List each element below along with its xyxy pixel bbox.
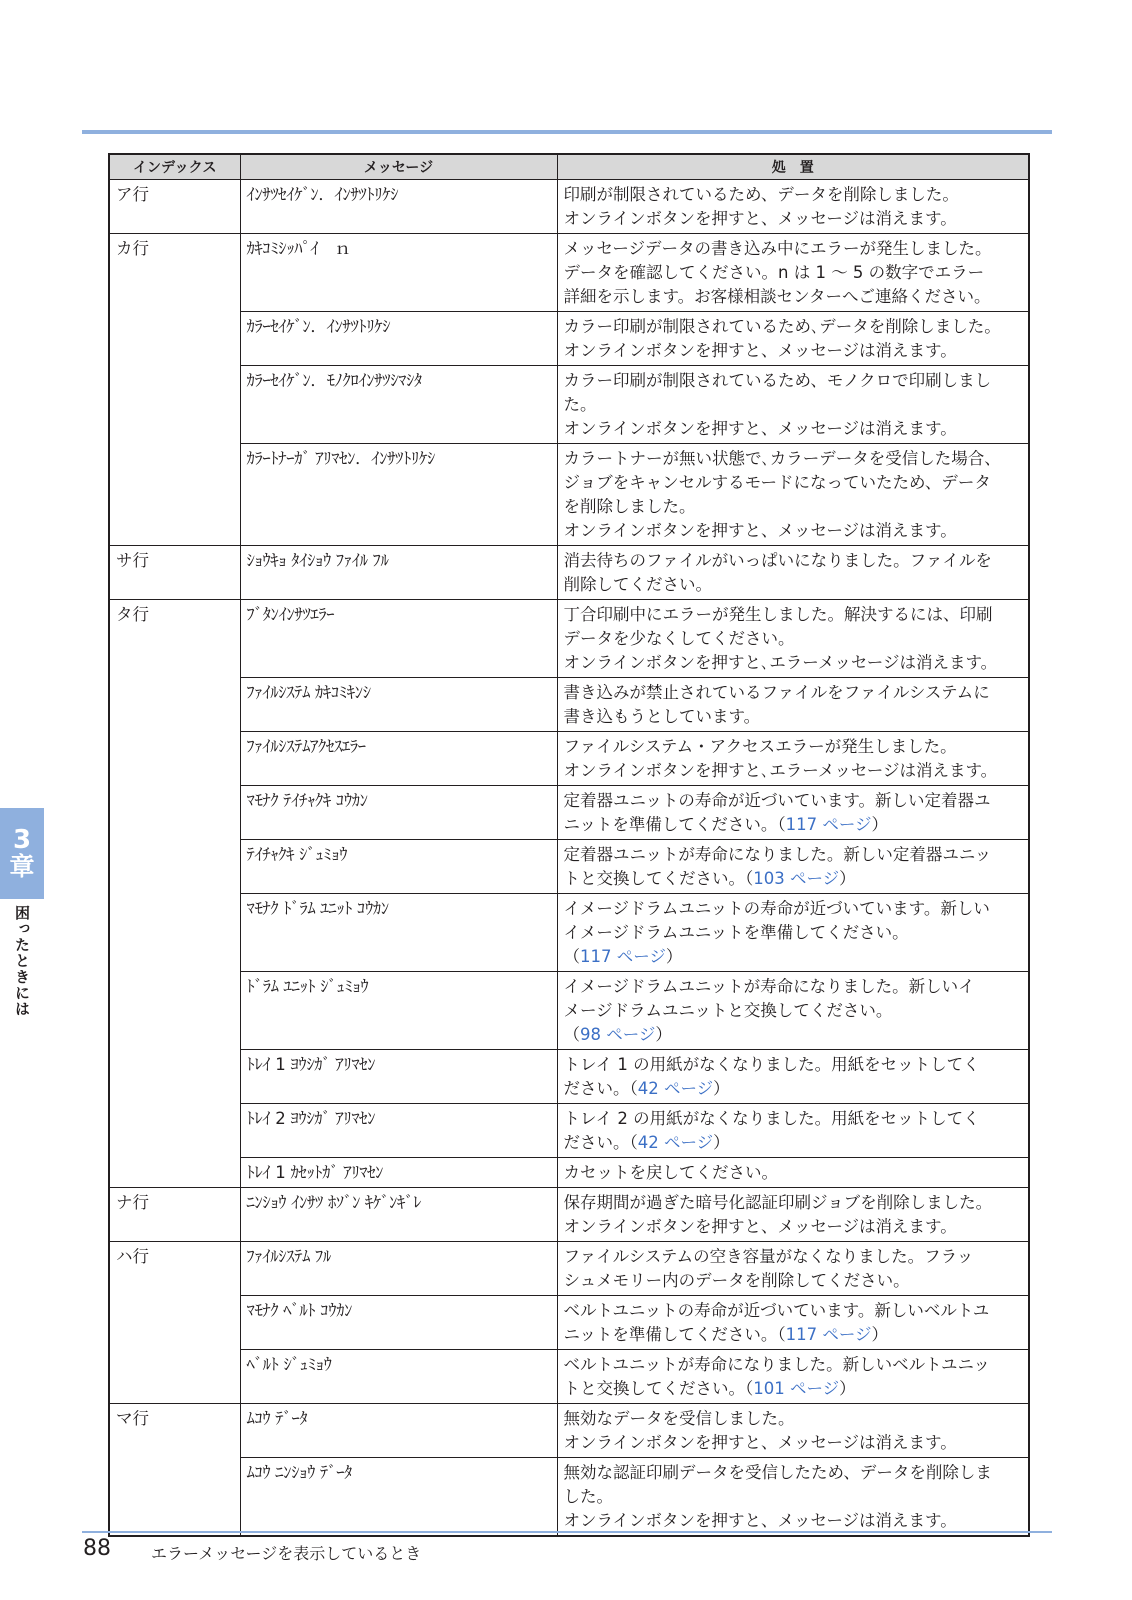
table-row [109, 1296, 1029, 1350]
table-row [109, 600, 1029, 678]
action-cell [557, 732, 1029, 786]
page-reference-link[interactable]: 117 ページ [785, 1325, 872, 1344]
index-cell: タ行 [109, 600, 240, 1188]
action-line: オンラインボタンを押すと、メッセージは消えます。 [563, 521, 957, 540]
action-line: ジョブをキャンセルするモードになっていたため、データ [563, 473, 991, 492]
message-cell: ﾄﾚｲ 1 ｶｾｯﾄｶﾞ ｱﾘﾏｾﾝ [240, 1158, 557, 1188]
page-reference-link[interactable]: 101 ページ [753, 1379, 840, 1398]
message-cell: ﾄﾚｲ 1 ﾖｳｼｶﾞ ｱﾘﾏｾﾝ [240, 1050, 557, 1104]
message-cell: ﾍﾞﾙﾄ ｼﾞｭﾐｮｳ [240, 1350, 557, 1404]
action-cell [557, 546, 1029, 600]
table-row [109, 1458, 1029, 1537]
action-line: （98 ページ） [563, 1025, 672, 1044]
index-cell: ハ行 [109, 1242, 240, 1404]
message-cell: ﾄﾞﾗﾑ ﾕﾆｯﾄ ｼﾞｭﾐｮｳ [240, 972, 557, 1050]
error-message-table [108, 153, 1030, 1537]
message-cell: ｶﾗｰｾｲｹﾞﾝ．ｲﾝｻﾂﾄﾘｹｼ [240, 312, 557, 366]
action-cell [557, 1188, 1029, 1242]
message-cell: ﾑｺｳ ﾃﾞｰﾀ [240, 1404, 557, 1458]
message-cell: ｶｷｺﾐｼｯﾊﾟｲ ｎ [240, 234, 557, 312]
footer-section-title: エラーメッセージを表示しているとき [151, 1544, 422, 1563]
table-row [109, 678, 1029, 732]
table-row [109, 972, 1029, 1050]
action-line: た。 [563, 395, 597, 414]
table-row [109, 312, 1029, 366]
action-line: イメージドラムユニットの寿命が近づいています。新しい [563, 899, 990, 918]
action-line: 無効な認証印刷データを受信したため、データを削除しま [563, 1463, 992, 1482]
action-line: 印刷が制限されているため、データを削除しました。 [563, 185, 959, 204]
action-line: メッセージデータの書き込み中にエラーが発生しました。 [563, 239, 992, 258]
action-line: カセットを戻してください。 [563, 1163, 778, 1182]
action-line: イメージドラムユニットを準備してください。 [563, 923, 909, 942]
action-line: 定着器ユニットが寿命になりました。新しい定着器ユニッ [563, 845, 992, 864]
message-cell: ﾌｧｲﾙｼｽﾃﾑ ｶｷｺﾐｷﾝｼ [240, 678, 557, 732]
action-cell [557, 1296, 1029, 1350]
table-row [109, 366, 1029, 444]
action-line: データを確認してください。n は 1 〜 5 の数字でエラー [563, 263, 985, 282]
table-header-row [109, 154, 1029, 180]
action-line: ニットを準備してください。（117 ページ） [563, 1325, 889, 1344]
action-line: オンラインボタンを押すと、メッセージは消えます。 [563, 209, 957, 228]
chapter-title: 困ったときには [13, 905, 31, 1017]
page-reference-link[interactable]: 117 ページ [580, 947, 666, 966]
chapter-tab [0, 808, 44, 899]
index-cell: カ行 [109, 234, 240, 546]
message-cell: ｼｮｳｷｮ ﾀｲｼｮｳ ﾌｧｲﾙ ﾌﾙ [240, 546, 557, 600]
action-line: オンラインボタンを押すと、メッセージは消えます。 [563, 1433, 957, 1452]
action-cell [557, 312, 1029, 366]
action-line: トと交換してください。（103 ページ） [563, 869, 856, 888]
column-header-action: 処 置 [557, 154, 1029, 180]
top-rule [82, 130, 1052, 134]
table-row [109, 546, 1029, 600]
action-line: ファイルシステムの空き容量がなくなりました。フラッ [563, 1247, 974, 1266]
action-line: を削除しました。 [563, 497, 696, 516]
action-cell [557, 1158, 1029, 1188]
table-body [109, 180, 1029, 1537]
action-line: した。 [563, 1487, 613, 1506]
action-cell [557, 1404, 1029, 1458]
table-row [109, 1350, 1029, 1404]
table-row [109, 786, 1029, 840]
action-line: シュメモリー内のデータを削除してください。 [563, 1271, 910, 1290]
action-cell [557, 234, 1029, 312]
page-reference-link[interactable]: 98 ページ [580, 1025, 656, 1044]
action-line: オンラインボタンを押すと、メッセージは消えます。 [563, 1511, 957, 1530]
message-cell: ﾃｲﾁｬｸｷ ｼﾞｭﾐｮｳ [240, 840, 557, 894]
action-cell [557, 786, 1029, 840]
column-header-index: インデックス [109, 154, 240, 180]
column-header-message: メッセージ [240, 154, 557, 180]
action-line: 消去待ちのファイルがいっぱいになりました。ファイルを [563, 551, 992, 570]
message-cell: ﾌｧｲﾙｼｽﾃﾑｱｸｾｽｴﾗｰ [240, 732, 557, 786]
message-cell: ﾆﾝｼｮｳ ｲﾝｻﾂ ﾎｿﾞﾝ ｷｹﾞﾝｷﾞﾚ [240, 1188, 557, 1242]
action-line: ベルトユニットが寿命になりました。新しいベルトユニッ [563, 1355, 990, 1374]
action-line: メージドラムユニットと交換してください。 [563, 1001, 893, 1020]
message-cell: ﾏﾓﾅｸ ﾍﾞﾙﾄ ｺｳｶﾝ [240, 1296, 557, 1350]
action-line: オンラインボタンを押すと､エラーメッセージは消えます。 [563, 761, 998, 780]
action-cell [557, 1458, 1029, 1537]
message-cell: ｶﾗｰｾｲｹﾞﾝ．ﾓﾉｸﾛｲﾝｻﾂｼﾏｼﾀ [240, 366, 557, 444]
action-cell [557, 1242, 1029, 1296]
action-cell [557, 678, 1029, 732]
action-line: 書き込もうとしています。 [563, 707, 761, 726]
page-number: 88 [83, 1536, 111, 1561]
message-cell: ｶﾗｰﾄﾅｰｶﾞ ｱﾘﾏｾﾝ．ｲﾝｻﾂﾄﾘｹｼ [240, 444, 557, 546]
action-line: オンラインボタンを押すと、メッセージは消えます。 [563, 1217, 957, 1236]
page-reference-link[interactable]: 42 ページ [637, 1133, 714, 1152]
message-cell: ﾏﾓﾅｸ ﾄﾞﾗﾑ ﾕﾆｯﾄ ｺｳｶﾝ [240, 894, 557, 972]
action-cell [557, 1350, 1029, 1404]
table-row [109, 180, 1029, 234]
message-cell: ﾄﾚｲ 2 ﾖｳｼｶﾞ ｱﾘﾏｾﾝ [240, 1104, 557, 1158]
page-reference-link[interactable]: 42 ページ [637, 1079, 714, 1098]
action-line: オンラインボタンを押すと､エラーメッセージは消えます。 [563, 653, 998, 672]
page-reference-link[interactable]: 117 ページ [785, 815, 872, 834]
table-row [109, 1404, 1029, 1458]
table-row [109, 1158, 1029, 1188]
page-reference-link[interactable]: 103 ページ [753, 869, 840, 888]
message-cell: ﾌｧｲﾙｼｽﾃﾑ ﾌﾙ [240, 1242, 557, 1296]
action-line: （117 ページ） [563, 947, 683, 966]
action-line: トレイ 2 の用紙がなくなりました。用紙をセットしてく [563, 1109, 980, 1128]
action-cell [557, 972, 1029, 1050]
table-row [109, 732, 1029, 786]
action-cell [557, 444, 1029, 546]
message-cell: ﾌﾞﾀﾝｲﾝｻﾂｴﾗｰ [240, 600, 557, 678]
action-line: 無効なデータを受信しました。 [563, 1409, 795, 1428]
action-line: ニットを準備してください。（117 ページ） [563, 815, 889, 834]
message-cell: ﾏﾓﾅｸ ﾃｲﾁｬｸｷ ｺｳｶﾝ [240, 786, 557, 840]
action-cell [557, 840, 1029, 894]
action-line: トと交換してください。（101 ページ） [563, 1379, 856, 1398]
action-line: トレイ 1 の用紙がなくなりました。用紙をセットしてく [563, 1055, 980, 1074]
table-row [109, 234, 1029, 312]
bottom-rule [82, 1531, 1052, 1533]
action-line: ださい。（42 ページ） [563, 1079, 730, 1098]
action-line: オンラインボタンを押すと、メッセージは消えます。 [563, 419, 957, 438]
action-line: 詳細を示します。お客様相談センターへご連絡ください。 [563, 287, 991, 306]
action-line: カラー印刷が制限されているため､データを削除しました。 [563, 317, 1001, 336]
action-line: 削除してください。 [563, 575, 712, 594]
message-cell: ｲﾝｻﾂｾｲｹﾞﾝ．ｲﾝｻﾂﾄﾘｹｼ [240, 180, 557, 234]
action-line: 書き込みが禁止されているファイルをファイルシステムに [563, 683, 990, 702]
action-cell [557, 366, 1029, 444]
action-line: 丁合印刷中にエラーが発生しました。解決するには、印刷 [563, 605, 993, 624]
action-line: 保存期間が過ぎた暗号化認証印刷ジョブを削除しました。 [563, 1193, 993, 1212]
action-cell [557, 1050, 1029, 1104]
action-line: イメージドラムユニットが寿命になりました。新しいイ [563, 977, 975, 996]
action-line: ファイルシステム・アクセスエラーが発生しました。 [563, 737, 957, 756]
chapter-number: 3 [12, 824, 32, 855]
table-row [109, 1188, 1029, 1242]
index-cell: ナ行 [109, 1188, 240, 1242]
action-line: カラー印刷が制限されているため、モノクロで印刷しまし [563, 371, 992, 390]
action-line: データを少なくしてください。 [563, 629, 795, 648]
table-row [109, 840, 1029, 894]
index-cell: ア行 [109, 180, 240, 234]
message-cell: ﾑｺｳ ﾆﾝｼｮｳ ﾃﾞｰﾀ [240, 1458, 557, 1537]
action-cell [557, 180, 1029, 234]
table-row [109, 894, 1029, 972]
action-line: カラートナーが無い状態で､カラーデータを受信した場合、 [563, 449, 1001, 468]
index-cell: マ行 [109, 1404, 240, 1537]
action-cell [557, 600, 1029, 678]
action-line: 定着器ユニットの寿命が近づいています。新しい定着器ユ [563, 791, 991, 810]
table-row [109, 444, 1029, 546]
table-row [109, 1242, 1029, 1296]
action-cell [557, 1104, 1029, 1158]
action-cell [557, 894, 1029, 972]
table-row [109, 1104, 1029, 1158]
table-row [109, 1050, 1029, 1104]
action-line: ださい。（42 ページ） [563, 1133, 730, 1152]
action-line: オンラインボタンを押すと、メッセージは消えます。 [563, 341, 957, 360]
action-line: ベルトユニットの寿命が近づいています。新しいベルトユ [563, 1301, 990, 1320]
chapter-kanji: 章 [9, 852, 35, 882]
index-cell: サ行 [109, 546, 240, 600]
